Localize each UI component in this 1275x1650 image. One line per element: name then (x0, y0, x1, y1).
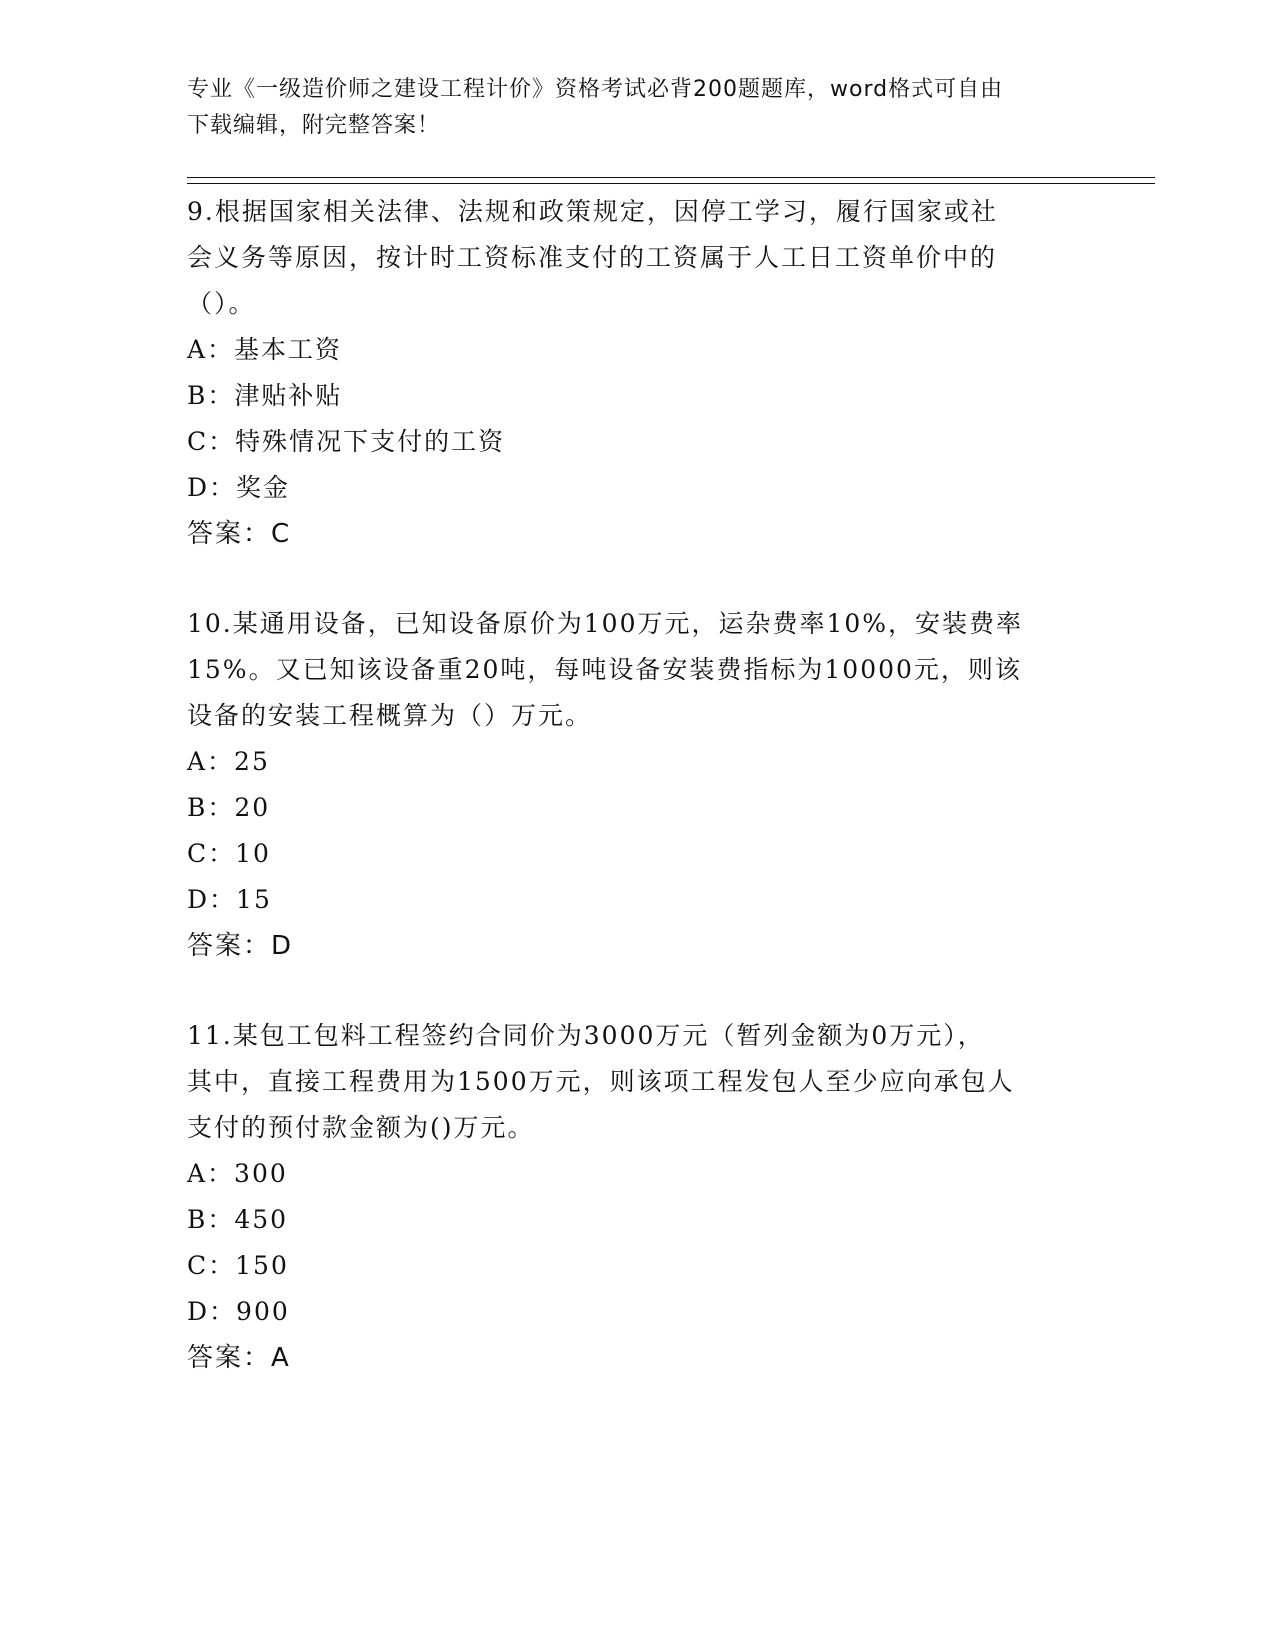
option-d: D：900 (187, 1297, 290, 1326)
question-11 (187, 1013, 1087, 1381)
stem-line: 11.某包工包料工程签约合同价为3000万元（暂列金额为0万元）， (187, 1021, 985, 1050)
stem-line: 10.某通用设备，已知设备原价为100万元，运杂费率10%，安装费率 (187, 609, 1024, 638)
stem-line: 15%。又已知该设备重20吨，每吨设备安装费指标为10000元，则该 (187, 655, 1022, 684)
question-stem (187, 1013, 1087, 1151)
answer-line: 答案：D (187, 931, 294, 961)
option-b: B：450 (187, 1205, 289, 1234)
header-line: 下载编辑，附完整答案！ (187, 113, 441, 138)
option-c: C：特殊情况下支付的工资 (187, 427, 506, 456)
option-b: B：津贴补贴 (187, 381, 343, 410)
option-c: C：10 (187, 839, 271, 868)
question-stem (187, 189, 1087, 327)
option-a: A：25 (187, 747, 270, 776)
document-header (187, 72, 1067, 144)
stem-line: 支付的预付款金额为()万元。 (187, 1113, 535, 1142)
stem-line: （）。 (187, 289, 256, 318)
stem-line: 设备的安装工程概算为（）万元。 (187, 701, 593, 730)
answer-line: 答案：A (187, 1343, 291, 1373)
question-stem (187, 601, 1087, 739)
option-b: B：20 (187, 793, 271, 822)
divider-line (187, 183, 1155, 184)
question-10 (187, 601, 1087, 969)
option-c: C：150 (187, 1251, 289, 1280)
answer-line: 答案：C (187, 519, 292, 549)
stem-line: 会义务等原因，按计时工资标准支付的工资属于人工日工资单价中的 (187, 243, 998, 272)
stem-line: 9.根据国家相关法律、法规和政策规定，因停工学习，履行国家或社 (187, 197, 998, 226)
stem-line: 其中，直接工程费用为1500万元，则该项工程发包人至少应向承包人 (187, 1067, 1015, 1096)
option-d: D：奖金 (187, 473, 291, 502)
option-a: A：300 (187, 1159, 288, 1188)
option-a: A：基本工资 (187, 335, 343, 364)
divider-line (187, 177, 1155, 178)
header-line: 专业《一级造价师之建设工程计价》资格考试必背200题题库，word格式可自由 (187, 77, 1004, 102)
question-9 (187, 189, 1087, 557)
option-d: D：15 (187, 885, 272, 914)
